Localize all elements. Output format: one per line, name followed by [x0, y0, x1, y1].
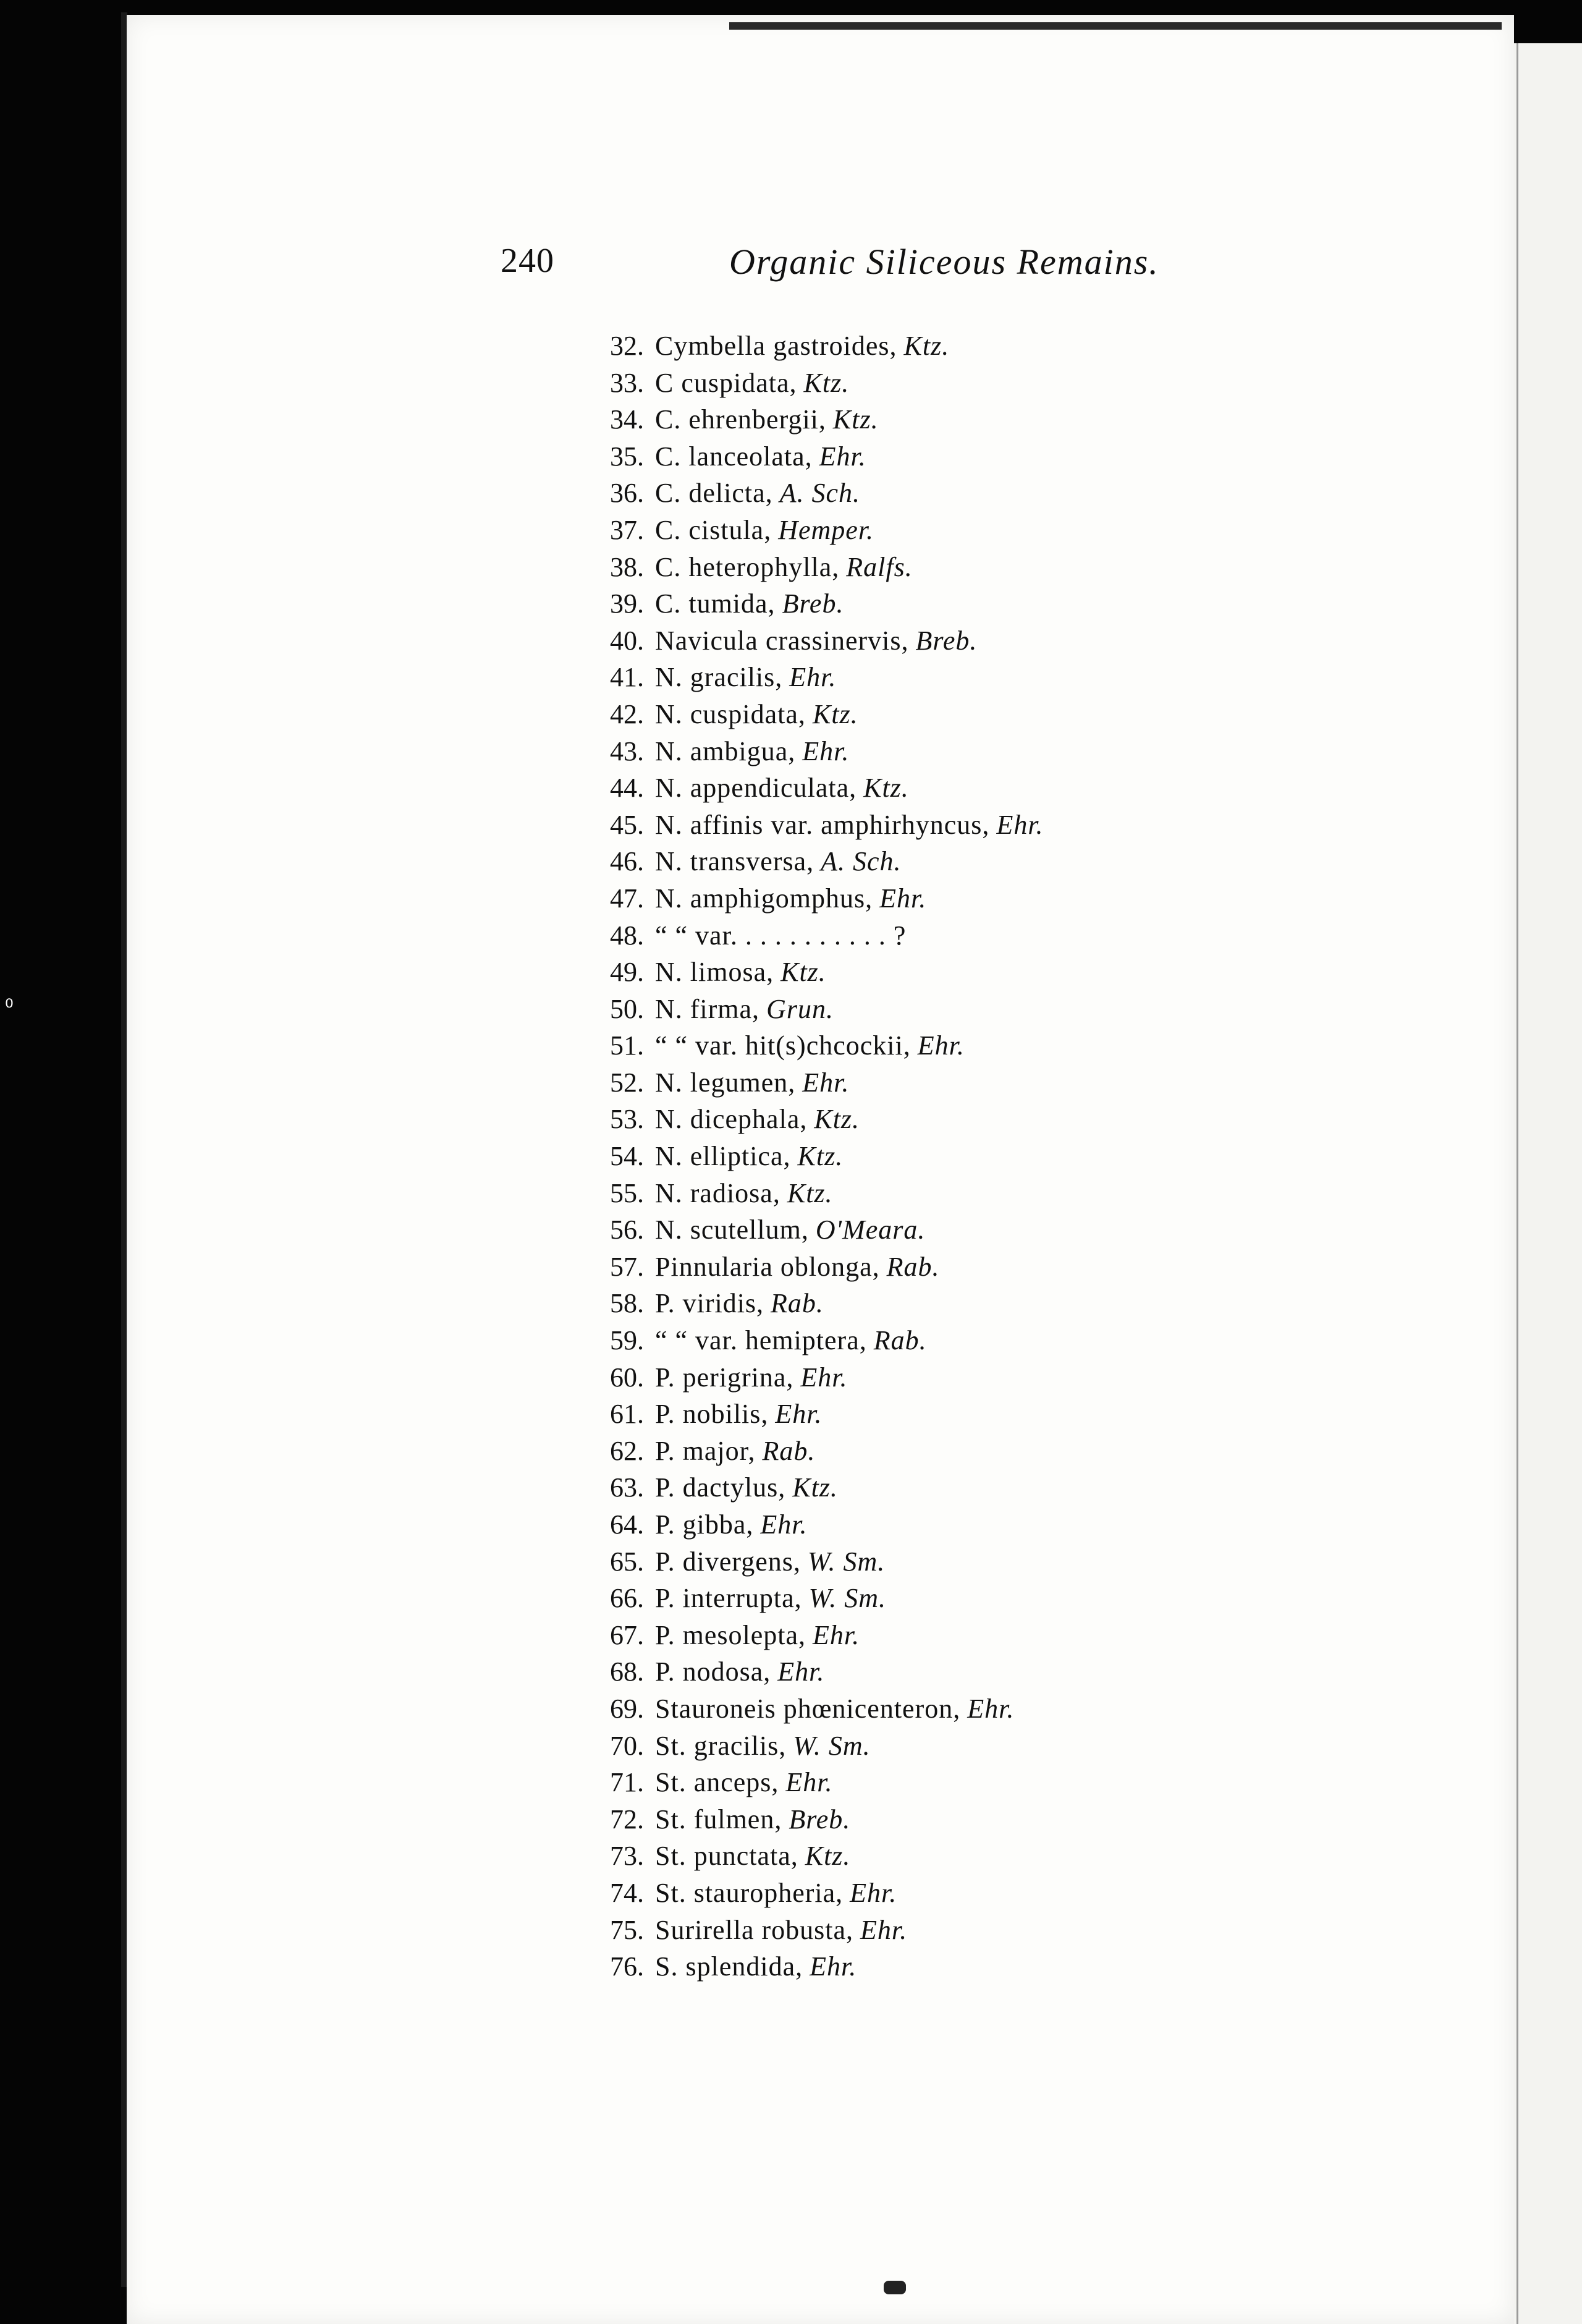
species-authority: Ktz.	[863, 773, 909, 804]
entry-number: 55.	[610, 1177, 644, 1208]
list-item	[581, 843, 1360, 880]
list-item	[581, 1285, 1360, 1322]
species-name: N. limosa,	[655, 957, 774, 988]
species-authority: Ehr.	[789, 662, 837, 693]
species-name: P. dactylus,	[655, 1472, 786, 1503]
species-authority: Ktz.	[792, 1472, 838, 1503]
species-authority: Ehr.	[879, 883, 927, 914]
species-authority: Ehr.	[775, 1399, 823, 1430]
species-authority: Grun.	[766, 993, 834, 1024]
entry-number: 34.	[610, 404, 644, 435]
list-item	[581, 1175, 1360, 1212]
entry-number: 66.	[610, 1583, 644, 1614]
entry-number: 74.	[610, 1877, 644, 1908]
species-authority: Breb.	[782, 588, 844, 619]
species-name: C cuspidata,	[655, 367, 797, 398]
species-name: C. tumida,	[655, 588, 776, 619]
species-authority: Ralfs.	[846, 551, 913, 582]
list-item	[581, 585, 1360, 622]
species-authority: Ehr.	[760, 1509, 808, 1540]
species-name: “ “ var. hemiptera,	[655, 1325, 867, 1356]
species-name: P. interrupta,	[655, 1583, 802, 1614]
species-name: N. scutellum,	[655, 1215, 809, 1245]
entry-number: 56.	[610, 1215, 644, 1245]
entry-number: 65.	[610, 1546, 644, 1577]
species-authority: Rab.	[762, 1435, 816, 1466]
entry-number: 67.	[610, 1619, 644, 1650]
species-name: Pinnularia oblonga,	[655, 1251, 880, 1282]
list-item	[581, 1801, 1360, 1838]
species-name: N. affinis var. amphirhyncus,	[655, 809, 990, 840]
species-name: P. gibba,	[655, 1509, 754, 1540]
species-authority: Ktz.	[780, 957, 826, 988]
species-name: St. punctata,	[655, 1841, 798, 1872]
species-name: St. fulmen,	[655, 1804, 782, 1834]
species-authority: Ktz.	[832, 404, 879, 435]
entry-number: 50.	[610, 993, 644, 1024]
list-item	[581, 1875, 1360, 1912]
list-item	[581, 991, 1360, 1028]
entry-number: 33.	[610, 367, 644, 398]
entry-number: 39.	[610, 588, 644, 619]
species-name: St. anceps,	[655, 1767, 779, 1798]
species-authority: Ehr.	[800, 1362, 848, 1393]
species-name: N. cuspidata,	[655, 698, 806, 729]
species-name: P. nodosa,	[655, 1656, 771, 1687]
list-item	[581, 1359, 1360, 1396]
list-item	[581, 622, 1360, 659]
species-authority: A. Sch.	[821, 846, 902, 877]
species-name: N. ambigua,	[655, 736, 796, 766]
species-authority: Ktz.	[787, 1177, 833, 1208]
entry-number: 63.	[610, 1472, 644, 1503]
list-item	[581, 954, 1360, 991]
entry-number: 59.	[610, 1325, 644, 1356]
list-item	[581, 1101, 1360, 1138]
margin-mark: ⁰	[5, 995, 14, 1020]
list-item	[581, 1543, 1360, 1580]
entry-number: 69.	[610, 1693, 644, 1724]
entry-number: 44.	[610, 773, 644, 804]
entry-number: 42.	[610, 698, 644, 729]
list-item	[581, 770, 1360, 807]
species-authority: Ktz.	[803, 367, 850, 398]
species-name: P. nobilis,	[655, 1399, 769, 1430]
entry-number: 62.	[610, 1435, 644, 1466]
species-authority: Rab.	[886, 1251, 940, 1282]
species-name: N. transversa,	[655, 846, 814, 877]
species-name: C. ehrenbergii,	[655, 404, 826, 435]
species-name: N. amphigomphus,	[655, 883, 873, 914]
species-authority: W. Sm.	[807, 1546, 886, 1577]
species-authority: Ktz.	[903, 331, 950, 361]
page-number: 240	[501, 242, 554, 280]
species-authority: Breb.	[915, 625, 978, 656]
list-item	[581, 733, 1360, 770]
species-authority: Ehr.	[967, 1693, 1015, 1724]
species-authority: Ehr.	[810, 1951, 857, 1982]
species-authority: Ehr.	[777, 1656, 825, 1687]
entry-number: 57.	[610, 1251, 644, 1282]
entry-number: 70.	[610, 1730, 644, 1761]
list-item	[581, 807, 1360, 844]
species-name: N. dicephala,	[655, 1104, 808, 1135]
list-item	[581, 1653, 1360, 1690]
entry-number: 68.	[610, 1656, 644, 1687]
species-authority: Ktz.	[814, 1104, 860, 1135]
species-authority: Ehr.	[860, 1914, 908, 1945]
species-name: N. radiosa,	[655, 1177, 780, 1208]
page-header	[501, 241, 1180, 303]
entry-number: 64.	[610, 1509, 644, 1540]
entry-number: 60.	[610, 1362, 644, 1393]
species-name: P. perigrina,	[655, 1362, 794, 1393]
species-authority: Ehr.	[785, 1767, 833, 1798]
entry-number: 37.	[610, 514, 644, 545]
species-name: N. firma,	[655, 993, 760, 1024]
list-item	[581, 549, 1360, 586]
list-item	[581, 365, 1360, 402]
list-item	[581, 1764, 1360, 1801]
species-authority: Ktz.	[812, 698, 858, 729]
entry-number: 47.	[610, 883, 644, 914]
list-item	[581, 1064, 1360, 1101]
species-authority: Ehr.	[802, 736, 850, 766]
species-authority: Ktz.	[805, 1841, 851, 1872]
scan-smudge	[884, 2281, 906, 2294]
entry-number: 49.	[610, 957, 644, 988]
species-authority: Ehr.	[802, 1067, 850, 1098]
species-name: Stauroneis phœnicenteron,	[655, 1693, 961, 1724]
species-name: C. heterophylla,	[655, 551, 840, 582]
species-name: Surirella robusta,	[655, 1914, 854, 1945]
species-name: “ “ var. hit(s)chcockii,	[655, 1030, 911, 1061]
entry-number: 43.	[610, 736, 644, 766]
species-name: N. elliptica,	[655, 1141, 791, 1172]
species-authority: A. Sch.	[779, 478, 861, 509]
species-authority: Ehr.	[819, 441, 866, 472]
species-name: “ “ var. . . . . . . . . . . ?	[655, 920, 907, 951]
entry-number: 41.	[610, 662, 644, 693]
entry-number: 46.	[610, 846, 644, 877]
entry-number: 72.	[610, 1804, 644, 1834]
list-item	[581, 1138, 1360, 1175]
species-authority: O'Meara.	[815, 1215, 926, 1245]
species-name: S. splendida,	[655, 1951, 803, 1982]
entry-number: 36.	[610, 478, 644, 509]
entry-number: 71.	[610, 1767, 644, 1798]
list-item	[581, 1728, 1360, 1765]
species-authority: Hemper.	[778, 514, 874, 545]
species-name: Cymbella gastroides,	[655, 331, 897, 361]
species-list	[581, 328, 1360, 1985]
entry-number: 48.	[610, 920, 644, 951]
list-item	[581, 438, 1360, 475]
list-item	[581, 475, 1360, 512]
entry-number: 61.	[610, 1399, 644, 1430]
list-item	[581, 401, 1360, 438]
page-edge-line	[1516, 43, 1518, 2324]
list-item	[581, 696, 1360, 733]
list-item	[581, 1322, 1360, 1359]
entry-number: 51.	[610, 1030, 644, 1061]
species-authority: Ktz.	[797, 1141, 844, 1172]
species-name: P. viridis,	[655, 1288, 764, 1319]
list-item	[581, 1469, 1360, 1506]
list-item	[581, 659, 1360, 696]
running-head: Organic Siliceous Remains.	[729, 242, 1159, 282]
top-scan-rule	[729, 22, 1502, 30]
list-item	[581, 1617, 1360, 1654]
species-authority: Ehr.	[996, 809, 1044, 840]
list-item	[581, 1249, 1360, 1286]
species-authority: Rab.	[771, 1288, 824, 1319]
species-name: N. appendiculata,	[655, 773, 857, 804]
list-item	[581, 512, 1360, 549]
species-authority: Ehr.	[812, 1619, 860, 1650]
entry-number: 38.	[610, 551, 644, 582]
entry-number: 58.	[610, 1288, 644, 1319]
list-item	[581, 917, 1360, 954]
entry-number: 73.	[610, 1841, 644, 1872]
species-authority: W. Sm.	[793, 1730, 871, 1761]
species-name: C. cistula,	[655, 514, 772, 545]
species-name: N. legumen,	[655, 1067, 796, 1098]
species-name: P. divergens,	[655, 1546, 801, 1577]
entry-number: 54.	[610, 1141, 644, 1172]
list-item	[581, 328, 1360, 365]
species-name: St. gracilis,	[655, 1730, 787, 1761]
entry-number: 45.	[610, 809, 644, 840]
list-item	[581, 1838, 1360, 1875]
list-item	[581, 880, 1360, 917]
species-authority: Breb.	[789, 1804, 851, 1834]
species-name: C. lanceolata,	[655, 441, 813, 472]
entry-number: 75.	[610, 1914, 644, 1945]
species-authority: Rab.	[873, 1325, 927, 1356]
species-name: Navicula crassinervis,	[655, 625, 909, 656]
list-item	[581, 1433, 1360, 1470]
entry-number: 32.	[610, 331, 644, 361]
list-item	[581, 1211, 1360, 1249]
list-item	[581, 1396, 1360, 1433]
species-authority: Ehr.	[850, 1877, 897, 1908]
list-item	[581, 1506, 1360, 1543]
entry-number: 40.	[610, 625, 644, 656]
list-item	[581, 1948, 1360, 1985]
entry-number: 52.	[610, 1067, 644, 1098]
entry-number: 35.	[610, 441, 644, 472]
list-item	[581, 1027, 1360, 1064]
entry-number: 76.	[610, 1951, 644, 1982]
species-authority: W. Sm.	[808, 1583, 887, 1614]
species-name: P. major,	[655, 1435, 756, 1466]
list-item	[581, 1580, 1360, 1617]
list-item	[581, 1690, 1360, 1728]
species-name: St. stauropheria,	[655, 1877, 844, 1908]
entry-number: 53.	[610, 1104, 644, 1135]
list-item	[581, 1912, 1360, 1949]
species-name: N. gracilis,	[655, 662, 783, 693]
species-authority: Ehr.	[917, 1030, 965, 1061]
species-name: C. delicta,	[655, 478, 773, 509]
species-name: P. mesolepta,	[655, 1619, 806, 1650]
